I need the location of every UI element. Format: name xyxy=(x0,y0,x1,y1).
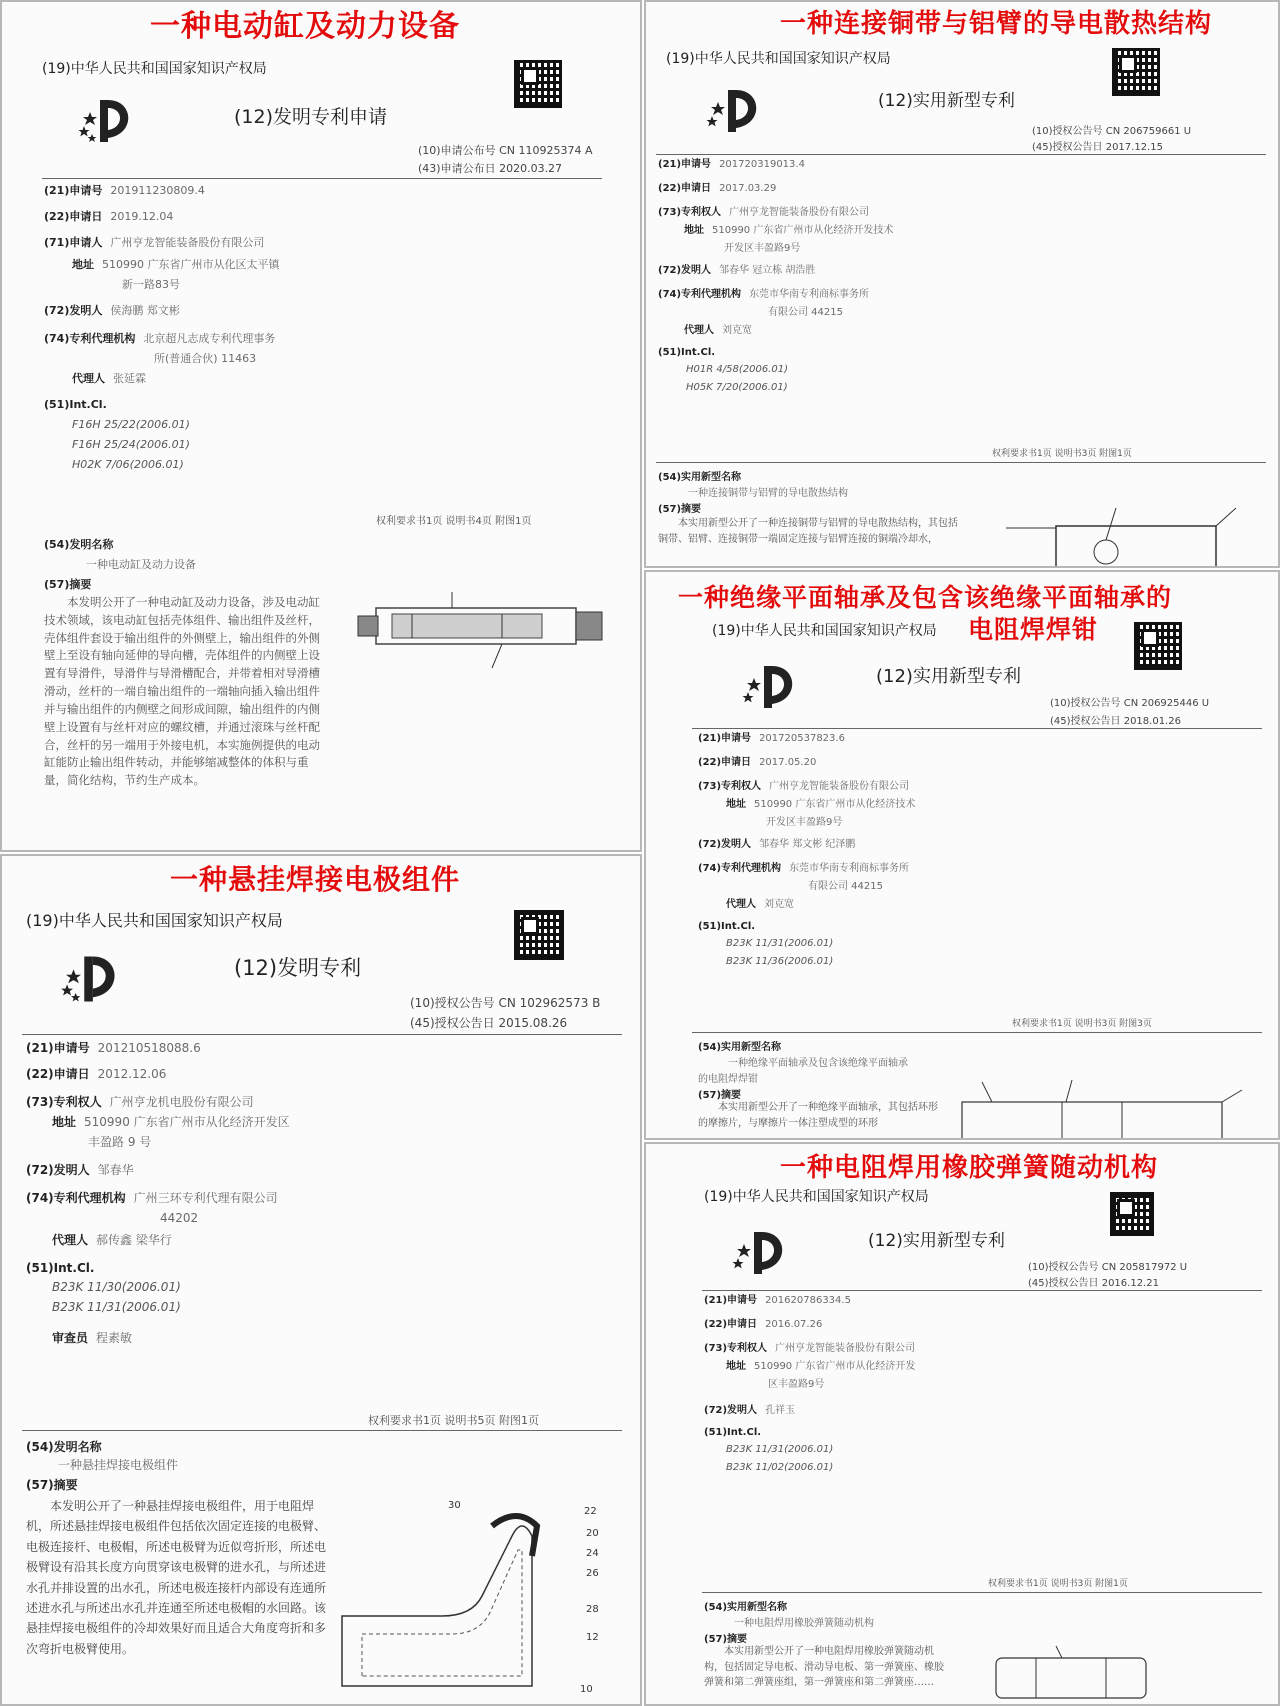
patent-5-abstract-label: (57)摘要 xyxy=(704,1634,748,1645)
cnipa-logo-icon xyxy=(742,660,806,714)
patent-3-abstract: 本实用新型公开了一种绝缘平面轴承，其包括环形的摩擦片，与摩擦片一体注塑成型的环形 xyxy=(698,1102,938,1129)
divider xyxy=(702,1290,1262,1291)
patent-3-name-label: (54)实用新型名称 xyxy=(698,1042,782,1053)
patent-1-office: (19)中华人民共和国国家知识产权局 xyxy=(42,61,267,77)
field: 区丰盈路9号 xyxy=(768,1379,825,1390)
patent-3-pub-no: (10)授权公告号 CN 206925446 U xyxy=(1050,698,1210,709)
patent-1-name-label: (54)发明名称 xyxy=(44,538,114,551)
patent-3-title-line2: 电阻焊焊钳 xyxy=(968,615,1099,644)
field: 地址 510990 广东省广州市从化区太平镇 xyxy=(72,258,280,271)
patent-3-type: (12)实用新型专利 xyxy=(876,666,1021,687)
field: (51)Int.Cl. xyxy=(26,1261,95,1275)
field: 44202 xyxy=(160,1211,199,1225)
patent-3-page-count: 权利要求书1页 说明书3页 附图3页 xyxy=(1012,1019,1152,1029)
patent-1-title: 一种电动缸及动力设备 xyxy=(150,9,460,44)
field: (51)Int.Cl. xyxy=(44,398,107,411)
field: (73)专利权人 广州亨龙智能装备股份有限公司 xyxy=(704,1343,916,1354)
patent-5-office: (19)中华人民共和国国家知识产权局 xyxy=(704,1189,929,1205)
patent-3-drawing xyxy=(942,1072,1272,1140)
ipc-code: F16H 25/24(2006.01) xyxy=(72,438,190,451)
ipc-code: B23K 11/02(2006.01) xyxy=(726,1462,834,1473)
patent-4-pub-date: (45)授权公告日 2015.08.26 xyxy=(410,1016,568,1030)
field: 新一路83号 xyxy=(122,278,180,291)
ipc-code: B23K 11/36(2006.01) xyxy=(726,956,834,967)
field: 地址 510990 广东省广州市从化经济开发技术 xyxy=(684,225,894,236)
field: 地址 510990 广东省广州市从化经济开发 xyxy=(726,1361,916,1372)
field: (51)Int.Cl. xyxy=(658,347,716,358)
field: (74)专利代理机构 东莞市华南专利商标事务所 xyxy=(698,863,910,874)
patent-5-type: (12)实用新型专利 xyxy=(868,1231,1005,1251)
patent-5-page-count: 权利要求书1页 说明书3页 附图1页 xyxy=(988,1579,1128,1589)
patent-2-name-label: (54)实用新型名称 xyxy=(658,472,742,483)
patent-4-pub-no: (10)授权公告号 CN 102962573 B xyxy=(410,996,601,1010)
field: 有限公司 44215 xyxy=(808,881,883,892)
figure-label: 24 xyxy=(586,1548,599,1559)
field: (72)发明人 孔祥玉 xyxy=(704,1405,796,1416)
patent-1-type: (12)发明专利申请 xyxy=(234,106,388,128)
field: (72)发明人 邹春华 郑文彬 纪泽鹏 xyxy=(698,839,856,850)
patent-page-4 xyxy=(0,854,642,1706)
patent-4-page-count: 权利要求书1页 说明书5页 附图1页 xyxy=(368,1414,539,1427)
field: (74)专利代理机构 广州三环专利代理有限公司 xyxy=(26,1191,278,1205)
ipc-code: H02K 7/06(2006.01) xyxy=(72,458,184,471)
patent-3-abstract-label: (57)摘要 xyxy=(698,1090,742,1101)
divider xyxy=(692,728,1262,729)
divider xyxy=(42,178,602,179)
patent-1-name: 一种电动缸及动力设备 xyxy=(86,558,196,571)
divider xyxy=(656,462,1266,463)
patent-2-pub-date: (45)授权公告日 2017.12.15 xyxy=(1032,142,1163,153)
field: (72)发明人 侯海鹏 郑文彬 xyxy=(44,304,180,317)
patent-2-name: 一种连接铜带与铝臂的导电散热结构 xyxy=(688,488,848,499)
patent-2-abstract-label: (57)摘要 xyxy=(658,504,702,515)
field: (51)Int.Cl. xyxy=(704,1427,762,1438)
qr-code-icon xyxy=(1110,1192,1154,1236)
ipc-code: H01R 4/58(2006.01) xyxy=(686,364,788,375)
patent-1-abstract: 本发明公开了一种电动缸及动力设备，涉及电动缸技术领域，该电动缸包括壳体组件、输出组件及丝杆，壳体组件套设于输出组件的外侧壁上，输出组件的外侧壁上至设有轴向延伸的导向槽，壳体组件的内侧壁上设置有导滑件，导滑件与导滑槽配合，并带着相对导滑槽滑动，丝杆的一端自输出组件的一端轴向插入输出组件并与输出组件的内侧壁之间形成间隙，输出组件的内侧壁上设置有与丝杆对应的螺纹槽，并通过滚珠与丝杆配合，丝杆的另一端用于外接电机，本实施例提供的电动缸能防止输出组件转动，并能够缩减整体的体积与重量，简化结构，节约生产成本。 xyxy=(44,595,320,788)
patent-page-1 xyxy=(0,0,642,852)
ipc-code: F16H 25/22(2006.01) xyxy=(72,418,190,431)
cnipa-logo-icon xyxy=(78,94,142,148)
ipc-code: B23K 11/31(2006.01) xyxy=(726,1444,834,1455)
figure-label: 26 xyxy=(586,1568,599,1579)
qr-code-icon xyxy=(514,60,562,108)
field: 有限公司 44215 xyxy=(768,307,843,318)
field: 代理人 刘克宽 xyxy=(726,899,794,910)
patent-5-pub-no: (10)授权公告号 CN 205817972 U xyxy=(1028,1262,1188,1273)
field: (21)申请号 201720319013.4 xyxy=(658,159,805,170)
field: (51)Int.Cl. xyxy=(698,921,756,932)
patent-5-name-label: (54)实用新型名称 xyxy=(704,1602,788,1613)
cnipa-logo-icon xyxy=(732,1226,796,1280)
field: 开发区丰盈路9号 xyxy=(766,817,843,828)
field: (72)发明人 邹春华 冠立栋 胡浩胜 xyxy=(658,265,816,276)
patent-5-name: 一种电阻焊用橡胶弹簧随动机构 xyxy=(734,1618,874,1629)
divider xyxy=(702,1592,1262,1593)
patent-1-abstract-label: (57)摘要 xyxy=(44,578,92,591)
patent-3-office: (19)中华人民共和国国家知识产权局 xyxy=(712,623,937,639)
field: (22)申请日 2017.05.20 xyxy=(698,757,817,768)
qr-code-icon xyxy=(514,910,564,960)
qr-code-icon xyxy=(1134,622,1182,670)
figure-label: 10 xyxy=(580,1684,593,1695)
patent-5-pub-date: (45)授权公告日 2016.12.21 xyxy=(1028,1278,1159,1289)
field: (22)申请日 2017.03.29 xyxy=(658,183,777,194)
divider xyxy=(692,1032,1262,1033)
patent-4-name: 一种悬挂焊接电极组件 xyxy=(58,1458,179,1472)
ipc-code: H05K 7/20(2006.01) xyxy=(686,382,788,393)
patent-5-title: 一种电阻焊用橡胶弹簧随动机构 xyxy=(780,1153,1159,1183)
field: (21)申请号 201911230809.4 xyxy=(44,184,205,197)
figure-label: 20 xyxy=(586,1528,599,1539)
cnipa-logo-icon xyxy=(706,84,770,138)
field: (22)申请日 2019.12.04 xyxy=(44,210,174,223)
patent-page-3 xyxy=(644,570,1280,1140)
patent-4-abstract-label: (57)摘要 xyxy=(26,1478,78,1492)
patent-1-drawing xyxy=(352,572,612,682)
field: 丰盈路 9 号 xyxy=(88,1135,152,1149)
field: 代理人 刘克宽 xyxy=(684,325,752,336)
ipc-code: B23K 11/30(2006.01) xyxy=(52,1280,181,1294)
field: (22)申请日 2016.07.26 xyxy=(704,1319,823,1330)
figure-label: 28 xyxy=(586,1604,599,1615)
field: (21)申请号 201720537823.6 xyxy=(698,733,845,744)
patent-2-type: (12)实用新型专利 xyxy=(878,91,1015,111)
patent-2-title: 一种连接铜带与铝臂的导电散热结构 xyxy=(780,9,1213,39)
patent-2-abstract: 本实用新型公开了一种连接铜带与铝臂的导电散热结构，其包括铜带、铝臂、连接铜带一端固定连接与铝臂连接的铜端冷却水， xyxy=(658,518,958,545)
patent-4-drawing xyxy=(332,1496,612,1696)
patent-2-office: (19)中华人民共和国国家知识产权局 xyxy=(666,51,891,67)
patent-page-2 xyxy=(644,0,1280,568)
patent-4-type: (12)发明专利 xyxy=(234,956,362,980)
patent-3-name-cont: 的电阻焊焊钳 xyxy=(698,1074,758,1085)
field: 所(普通合伙) 11463 xyxy=(154,352,257,365)
field: 地址 510990 广东省广州市从化经济技术 xyxy=(726,799,916,810)
patent-3-name: 一种绝缘平面轴承及包含该绝缘平面轴承 xyxy=(728,1058,908,1069)
field: (73)专利权人 广州亨龙智能装备股份有限公司 xyxy=(698,781,910,792)
patent-2-pub-no: (10)授权公告号 CN 206759661 U xyxy=(1032,126,1192,137)
qr-code-icon xyxy=(1112,48,1160,96)
field: (73)专利权人 广州亨龙机电股份有限公司 xyxy=(26,1095,254,1109)
field: 代理人 郝传鑫 梁华行 xyxy=(52,1233,172,1247)
patent-3-title-line1: 一种绝缘平面轴承及包含该绝缘平面轴承的 xyxy=(678,583,1173,612)
field: (73)专利权人 广州亨龙智能装备股份有限公司 xyxy=(658,207,870,218)
field: (21)申请号 201210518088.6 xyxy=(26,1041,201,1055)
patent-2-drawing xyxy=(966,498,1266,568)
field: 开发区丰盈路9号 xyxy=(724,243,801,254)
field: 地址 510990 广东省广州市从化经济开发区 xyxy=(52,1115,290,1129)
cnipa-logo-icon xyxy=(60,950,130,1008)
figure-label: 22 xyxy=(584,1506,597,1517)
patent-1-pub-no: (10)申请公布号 CN 110925374 A xyxy=(418,144,593,157)
patent-5-abstract: 本实用新型公开了一种电阻焊用橡胶弹簧随动机构，包括固定导电板、滑动导电板、第一弹簧座、橡胶弹簧和第二弹簧座组，第一弹簧座和第二弹簧座…… xyxy=(704,1646,944,1688)
field: (72)发明人 邹春华 xyxy=(26,1163,134,1177)
patent-3-pub-date: (45)授权公告日 2018.01.26 xyxy=(1050,716,1181,727)
field: (21)申请号 201620786334.5 xyxy=(704,1295,851,1306)
patent-1-pub-date: (43)申请公布日 2020.03.27 xyxy=(418,162,563,175)
patent-5-drawing xyxy=(976,1644,1176,1704)
field: 代理人 张延霖 xyxy=(72,372,146,385)
patent-2-page-count: 权利要求书1页 说明书3页 附图1页 xyxy=(992,449,1132,459)
figure-label: 30 xyxy=(448,1500,461,1511)
divider xyxy=(22,1430,622,1431)
field: (22)申请日 2012.12.06 xyxy=(26,1067,167,1081)
patent-1-page-count: 权利要求书1页 说明书4页 附图1页 xyxy=(376,516,532,527)
field: (71)申请人 广州亨龙智能装备股份有限公司 xyxy=(44,236,265,249)
figure-label: 12 xyxy=(586,1632,599,1643)
field: (74)专利代理机构 东莞市华南专利商标事务所 xyxy=(658,289,870,300)
ipc-code: B23K 11/31(2006.01) xyxy=(726,938,834,949)
patent-4-office: (19)中华人民共和国国家知识产权局 xyxy=(26,911,283,930)
field: (74)专利代理机构 北京超凡志成专利代理事务 xyxy=(44,332,276,345)
patent-4-title: 一种悬挂焊接电极组件 xyxy=(170,863,461,896)
divider xyxy=(656,154,1266,155)
divider xyxy=(22,1034,622,1035)
patent-page-5 xyxy=(644,1142,1280,1706)
ipc-code: B23K 11/31(2006.01) xyxy=(52,1300,181,1314)
patent-4-name-label: (54)发明名称 xyxy=(26,1440,102,1454)
examiner: 审查员 程素敏 xyxy=(52,1331,133,1345)
patent-4-abstract: 本发明公开了一种悬挂焊接电极组件，用于电阻焊机，所述悬挂焊接电极组件包括依次固定连接的电极臂、电极连接杆、电极帽，所述电极臂为近似弯折形，所述电极臂设有沿其长度方向贯穿该电极臂的进水孔，与所述进水孔并排设置的出水孔，所述电极连接杆内部设有连通所述进水孔与所述出水孔并连通至所述电极帽的水回路。该悬挂焊接电极组件的冷却效果好而且适合大角度弯折和多次弯折电极臂使用。 xyxy=(26,1499,326,1656)
